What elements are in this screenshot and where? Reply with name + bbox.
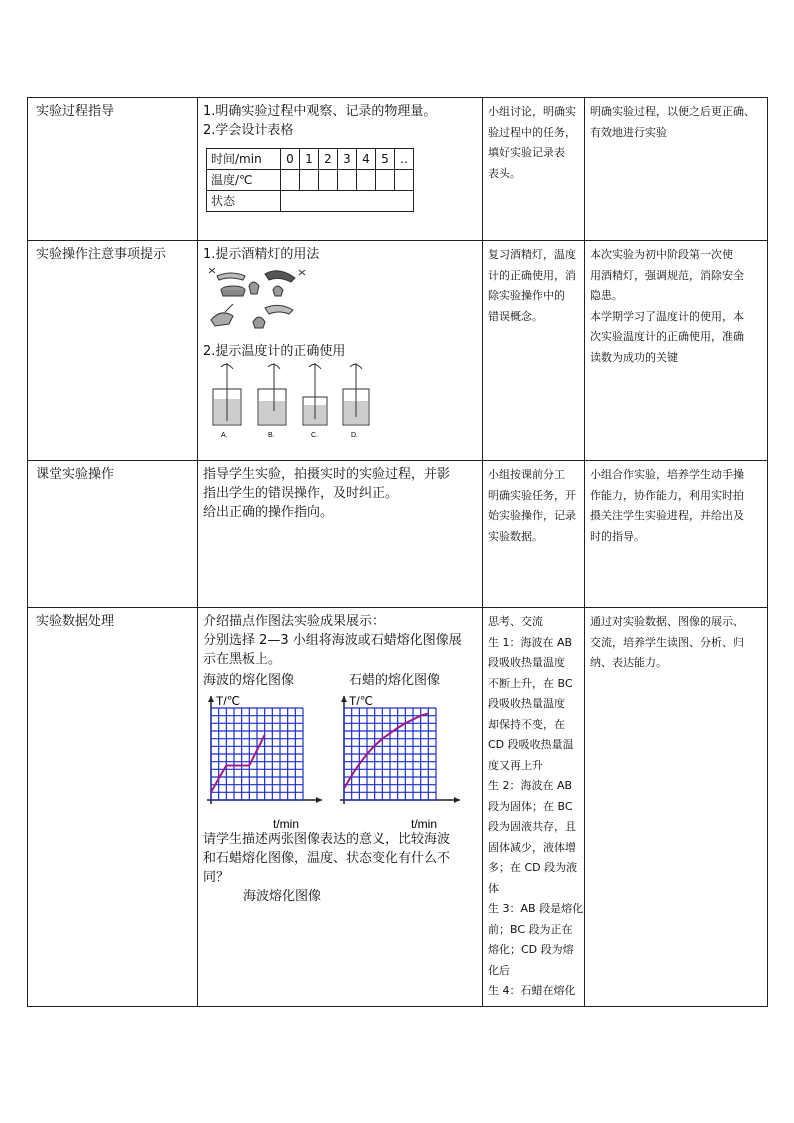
time-cell: ‥ <box>395 149 414 170</box>
purpose-line: 隐患。 <box>590 289 623 302</box>
student-line: 小组讨论，明确实 <box>488 105 576 118</box>
student-line: 段为固体；在 BC <box>488 799 573 813</box>
student-line: 固体减少，液体增 <box>488 840 576 854</box>
thermo-label: A. <box>221 432 228 439</box>
purpose-line: 小组合作实验，培养学生动手操 <box>590 468 744 481</box>
teacher-line: 分别选择 2—3 小组将海波或石蜡熔化图像展 <box>203 633 462 648</box>
thermo-label: C. <box>311 432 318 439</box>
purpose-line: 作能力，协作能力，利用实时拍 <box>590 488 744 502</box>
student-line: 前；BC 段为正在 <box>488 922 573 936</box>
time-cell: 0 <box>281 149 300 170</box>
empty-cell <box>300 170 319 191</box>
chart-title: 海波的熔化图像 <box>203 673 295 688</box>
purpose-line: 通过对实验数据、图像的展示、 <box>590 615 744 628</box>
teacher-line: 介绍描点作图法实验成果展示： <box>203 614 386 629</box>
student-line: 除实验操作中的 <box>488 289 565 302</box>
record-header-temp: 温度/℃ <box>207 170 281 191</box>
empty-cell <box>357 170 376 191</box>
stage-cell <box>28 461 198 608</box>
y-axis-arrow <box>208 696 214 702</box>
time-cell: 5 <box>376 149 395 170</box>
student-line: 表头。 <box>488 166 521 180</box>
purpose-line: 本学期学习了温度计的使用，本 <box>590 309 744 323</box>
student-line: 多；在 CD 段为液 <box>488 861 578 874</box>
teacher-line: 2.提示温度计的正确使用 <box>203 344 346 359</box>
row-process-guidance <box>28 98 768 241</box>
lesson-plan-table <box>27 97 768 1007</box>
record-header-state: 状态 <box>207 191 281 212</box>
stage-label: 实验过程指导 <box>36 104 115 119</box>
grid <box>211 708 303 800</box>
grid <box>344 708 436 800</box>
teacher-activity-cell <box>198 241 483 461</box>
empty-cell <box>281 170 300 191</box>
student-line: 思考、交流 <box>488 615 543 628</box>
purpose-cell <box>585 461 768 608</box>
row-data-processing <box>28 608 768 1007</box>
purpose-cell <box>585 608 768 1007</box>
shila-melting-chart <box>336 694 466 830</box>
record-row-time <box>207 149 414 170</box>
purpose-line: 有效地进行实验 <box>590 125 667 139</box>
stage-cell <box>28 608 198 1007</box>
empty-cell <box>376 170 395 191</box>
chart-title: 石蜡的熔化图像 <box>349 673 441 688</box>
time-cell: 4 <box>357 149 376 170</box>
student-line: 生 4：石蜡在熔化 <box>488 984 576 997</box>
purpose-line: 摄关注学生实验进程，并给出及 <box>590 509 744 522</box>
row-classroom-experiment <box>28 461 768 608</box>
purpose-cell <box>585 241 768 461</box>
student-line: 始实验操作，记录 <box>488 509 576 522</box>
record-table <box>206 148 414 212</box>
teacher-line: 示在黑板上。 <box>203 652 282 667</box>
student-line: 化后 <box>488 963 510 977</box>
student-line: 生 3：AB 段是熔化 <box>488 902 584 915</box>
teacher-line: 1.提示酒精灯的用法 <box>203 247 320 262</box>
chart-row <box>203 694 477 830</box>
record-row-state <box>207 191 414 212</box>
chart-titles <box>203 671 477 690</box>
student-line: 不断上升，在 BC <box>488 676 573 690</box>
y-axis-arrow <box>341 696 347 702</box>
stage-label: 实验数据处理 <box>36 614 115 629</box>
thermometer-usage-illustration <box>203 361 373 441</box>
empty-cell <box>281 191 414 212</box>
student-line: 明确实验任务，开 <box>488 488 576 502</box>
student-line: 复习酒精灯，温度 <box>488 248 576 261</box>
purpose-line: 明确实验过程，以便之后更正确、 <box>590 105 755 118</box>
student-line: CD 段吸收热量温 <box>488 738 574 751</box>
student-line: 实验数据。 <box>488 529 543 543</box>
purpose-line: 交流，培养学生读图、分析、归 <box>590 635 744 649</box>
haibo-melting-chart <box>203 694 328 830</box>
purpose-line: 用酒精灯，强调规范，消除安全 <box>590 268 744 282</box>
teacher-line: 2.学会设计表格 <box>203 123 294 138</box>
student-line: 度又再上升 <box>488 758 543 772</box>
teacher-line: 给出正确的操作指向。 <box>203 505 334 520</box>
record-header-time: 时间/min <box>207 149 281 170</box>
y-axis-label: T/℃ <box>216 694 241 708</box>
student-line: 熔化；CD 段为熔 <box>488 943 574 956</box>
record-row-temp <box>207 170 414 191</box>
stage-label: 实验操作注意事项提示 <box>36 247 167 262</box>
time-cell: 1 <box>300 149 319 170</box>
purpose-line: 次实验温度计的正确使用，准确 <box>590 330 744 343</box>
purpose-line: 读数为成功的关键 <box>590 350 678 364</box>
x-axis-arrow <box>316 797 322 803</box>
stage-cell <box>28 98 198 241</box>
student-line: 填好实验记录表 <box>488 146 565 159</box>
teacher-activity-cell <box>198 608 483 1007</box>
teacher-line: 请学生描述两张图像表达的意义，比较海波 <box>203 832 451 847</box>
purpose-line: 本次实验为初中阶段第一次使 <box>590 248 733 261</box>
student-line: 段吸收热量温度 <box>488 656 565 669</box>
student-line: 小组按课前分工 <box>488 468 565 481</box>
purpose-line: 纳、表达能力。 <box>590 656 667 669</box>
empty-cell <box>338 170 357 191</box>
student-line: 段为固液共存，且 <box>488 820 576 833</box>
thermo-label: B. <box>268 432 275 439</box>
empty-cell <box>319 170 338 191</box>
teacher-line: 同？ <box>203 870 230 885</box>
x-axis-arrow <box>454 797 460 803</box>
student-activity-cell <box>483 608 585 1007</box>
time-cell: 3 <box>338 149 357 170</box>
student-activity-cell <box>483 241 585 461</box>
student-line: 计的正确使用，消 <box>488 268 576 282</box>
teacher-activity-cell <box>198 98 483 241</box>
student-activity-cell <box>483 461 585 608</box>
thermo-label: D. <box>351 432 358 439</box>
stage-cell <box>28 241 198 461</box>
teacher-line: 1.明确实验过程中观察、记录的物理量。 <box>203 104 437 119</box>
x-axis-label: t/min <box>411 817 438 830</box>
student-activity-cell <box>483 98 585 241</box>
stage-label: 课堂实验操作 <box>36 467 115 482</box>
student-line: 体 <box>488 881 499 895</box>
time-cell: 2 <box>319 149 338 170</box>
alcohol-lamp-illustration <box>203 264 313 336</box>
purpose-cell <box>585 98 768 241</box>
teacher-activity-cell <box>198 461 483 608</box>
empty-cell <box>395 170 414 191</box>
teacher-line: 指导学生实验，拍摄实时的实验过程，并影 <box>203 467 451 482</box>
teacher-line: 海波熔化图像 <box>243 889 322 904</box>
purpose-line: 时的指导。 <box>590 529 645 543</box>
student-line: 验过程中的任务， <box>488 125 576 139</box>
row-operation-notes <box>28 241 768 461</box>
y-axis-label: T/℃ <box>349 694 374 708</box>
student-line: 生 1：海波在 AB <box>488 635 573 649</box>
teacher-line: 和石蜡熔化图像，温度、状态变化有什么不 <box>203 851 451 866</box>
student-line: 生 2：海波在 AB <box>488 779 573 792</box>
x-axis-label: t/min <box>273 817 300 830</box>
teacher-line: 指出学生的错误操作，及时纠正。 <box>203 486 399 501</box>
student-line: 错误概念。 <box>488 309 543 323</box>
student-line: 段吸收热量温度 <box>488 697 565 710</box>
student-line: 却保持不变，在 <box>488 717 565 731</box>
